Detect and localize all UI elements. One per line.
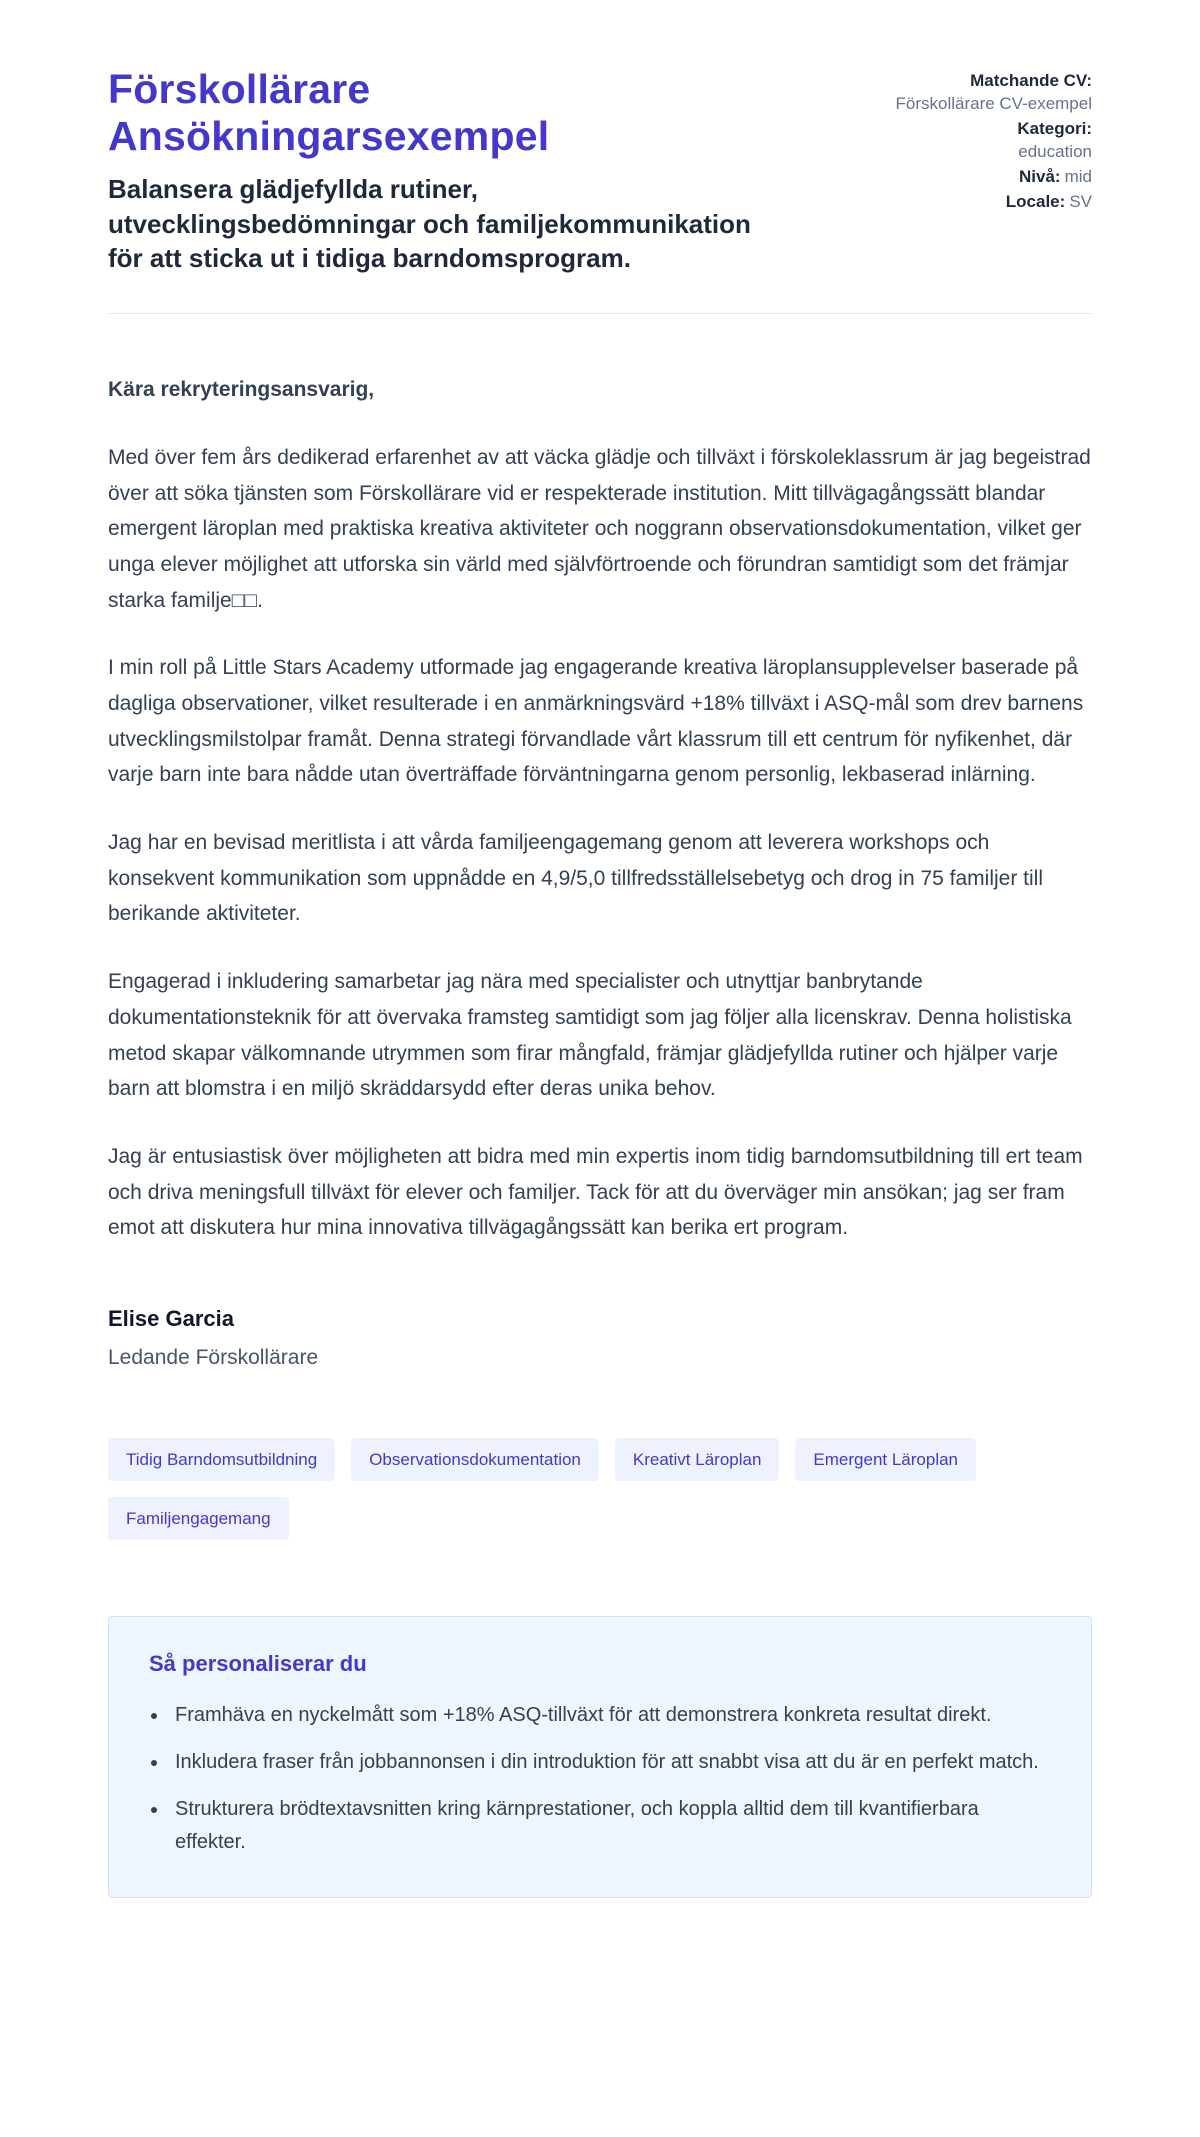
header-title-block <box>108 66 768 275</box>
meta-locale-label: Locale: <box>1005 191 1066 211</box>
letter-paragraph: I min roll på Little Stars Academy utformade jag engagerande kreativa läroplansupplevelser baserade på dagliga observationer, vilket resulterade i en anmärkningsvärd +18% tillväxt i ASQ-mål som drev barnens utvecklingsmilstolpar framåt. Denna strategi förvandlade vårt klassrum till ett centrum för nyfikenhet, där varje barn inte bara nådde utan överträffade förväntningarna genom personlig, lekbaserad inlärning. <box>108 656 1084 787</box>
tag-chip[interactable]: Kreativt Läroplan <box>615 1438 780 1481</box>
meta-locale <box>882 191 1092 214</box>
meta-matching-cv-label: Matchande CV: <box>970 71 1092 90</box>
meta-level <box>882 166 1092 189</box>
meta-category <box>882 118 1092 164</box>
meta-locale-value: SV <box>1069 191 1092 211</box>
header-divider <box>108 313 1092 314</box>
meta-category-label: Kategori: <box>1017 118 1092 138</box>
tag-list <box>108 1438 1048 1540</box>
page-subtitle: Balansera glädjefyllda rutiner, utvecklingsbedömningar och familjekommunikation för att sticka ut i tidiga barndomsprogram. <box>108 174 751 273</box>
signature-block <box>108 1306 1092 1370</box>
letter-greeting: Kära rekryteringsansvarig, <box>108 378 375 402</box>
meta-level-label: Nivå: <box>1019 166 1061 186</box>
tag-chip[interactable]: Tidig Barndomsutbildning <box>108 1438 335 1481</box>
signature-role: Ledande Förskollärare <box>108 1345 319 1369</box>
personalization-box <box>108 1616 1092 1898</box>
meta-matching-cv <box>882 70 1092 116</box>
tag-chip[interactable]: Familjengagemang <box>108 1497 289 1540</box>
letter-paragraph: Jag har en bevisad meritlista i att vårda familjeengagemang genom att leverera workshops och konsekvent kommunikation som uppnådde en 4,9/5,0 tillfredsställelsebetyg och drog in 75 familjer till berikande aktiviteter. <box>108 831 1044 926</box>
cover-letter <box>108 372 1092 1370</box>
meta-level-value: mid <box>1064 166 1092 186</box>
letter-paragraph: Med över fem års dedikerad erfarenhet av att väcka glädje och tillväxt i förskoleklassrum är jag begeistrad över att söka tjänsten som Förskollärare vid er respekterade institution. Mitt tillvägagångssätt blandar emergent läroplan med praktiska kreativa aktiviteter och noggrann observationsdokumentation, vilket ger unga elever möjlighet att utforska sin värld med självförtroende och förundran samtidigt som det främjar starka familje□□. <box>108 445 1091 612</box>
page-header <box>108 66 1092 275</box>
meta-panel <box>882 66 1092 216</box>
personalization-tip-list <box>137 1699 1051 1859</box>
personalization-tip: • Inkludera fraser från jobbannonsen i din introduktion för att snabbt visa att du är en perfekt match. <box>169 1746 1051 1779</box>
letter-paragraph: Jag är entusiastisk över möjligheten att bidra med min expertis inom tidig barndomsutbildning till ert team och driva meningsfull tillväxt för elever och familjer. Tack för att du överväger min ansökan; jag ser fram emot att diskutera hur mina innovativa tillvägagångssätt kan berika ert program. <box>108 1144 1083 1240</box>
personalization-tip: • Strukturera brödtextavsnitten kring kärnprestationer, och koppla alltid dem till kvantifierbara effekter. <box>169 1793 1051 1859</box>
personalization-tip: • Framhäva en nyckelmått som +18% ASQ-tillväxt för att demonstrera konkreta resultat direkt. <box>169 1699 1051 1732</box>
tag-chip[interactable]: Observationsdokumentation <box>351 1438 599 1481</box>
letter-paragraph: Engagerad i inkludering samarbetar jag nära med specialister och utnyttjar banbrytande dokumentationsteknik för att övervaka framsteg samtidigt som jag följer alla licenskrav. Denna holistiska metod skapar välkomnande utrymmen som firar mångfald, främjar glädjefyllda rutiner och hjälper varje barn att blomstra i en miljö skräddarsydd efter deras unika behov. <box>108 970 1072 1101</box>
page-title: Förskollärare Ansökningarsexempel <box>108 66 550 160</box>
meta-matching-cv-value: Förskollärare CV-exempel <box>895 93 1092 113</box>
tag-chip[interactable]: Emergent Läroplan <box>795 1438 976 1481</box>
meta-category-value: education <box>1018 141 1092 161</box>
signature-name: Elise Garcia <box>108 1305 234 1331</box>
personalization-title: Så personaliserar du <box>149 1650 367 1676</box>
